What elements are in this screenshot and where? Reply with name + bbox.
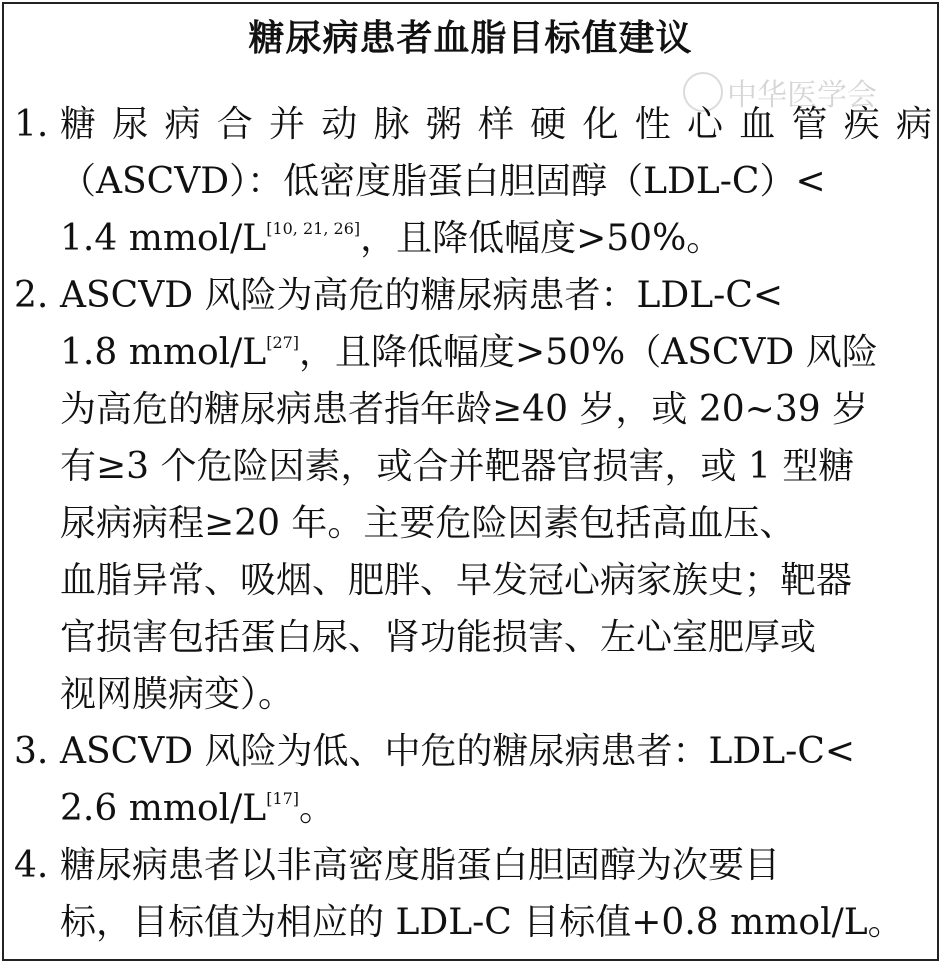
item-number: 4. [14, 845, 49, 886]
item-line: ASCVD 风险为高危的糖尿病患者：LDL-C< [60, 275, 784, 316]
box-title: 糖尿病患者血脂目标值建议 [248, 18, 693, 59]
item-line [60, 780, 932, 837]
item-line [60, 324, 932, 381]
item-line [60, 210, 932, 267]
list-item [14, 837, 932, 951]
item-number: 1. [14, 104, 49, 145]
citation: [10, 21, 26] [266, 219, 361, 238]
list-item [14, 96, 932, 267]
item-line: 官损害包括蛋白尿、肾功能损害、左心室肥厚或 [60, 617, 817, 658]
list-item [14, 723, 932, 837]
item-line: （ASCVD）：低密度脂蛋白胆固醇（LDL-C）< [60, 161, 826, 202]
item-text: ，且降低幅度>50%（ASCVD 风险 [299, 332, 878, 373]
citation: [17] [266, 789, 300, 808]
list-item [14, 267, 932, 723]
item-text: ，且降低幅度>50%。 [360, 218, 723, 259]
item-line: 血脂异常、吸烟、肥胖、早发冠心病家族史；靶器 [60, 560, 853, 601]
item-line: ASCVD 风险为低、中危的糖尿病患者：LDL-C< [60, 731, 856, 772]
citation: [27] [266, 333, 300, 352]
item-number: 3. [14, 731, 49, 772]
recommendation-box [2, 2, 939, 961]
item-line: 尿病病程≥20 年。主要危险因素包括高血压、 [60, 503, 796, 544]
item-line: 有≥3 个危险因素，或合并靶器官损害，或 1 型糖 [60, 446, 855, 487]
ldl-value: 1.8 mmol/L [60, 332, 267, 373]
watermark-text: 中华医学会 [727, 78, 877, 113]
item-line: 视网膜病变）。 [60, 674, 295, 715]
item-line: 标，目标值为相应的 LDL-C 目标值+0.8 mmol/L。 [60, 902, 904, 943]
ldl-value: 2.6 mmol/L [60, 788, 267, 829]
item-number: 2. [14, 275, 49, 316]
ldl-value: 1.4 mmol/L [60, 218, 267, 259]
item-line: 为高危的糖尿病患者指年龄≥40 岁，或 20~39 岁 [60, 389, 869, 430]
recommendation-list [14, 96, 932, 951]
item-text: 。 [299, 788, 336, 829]
item-line: 糖尿病患者以非高密度脂蛋白胆固醇为次要目 [60, 845, 781, 886]
item-line: 糖尿病合并动脉粥样硬化性心血管疾病 [60, 104, 932, 145]
